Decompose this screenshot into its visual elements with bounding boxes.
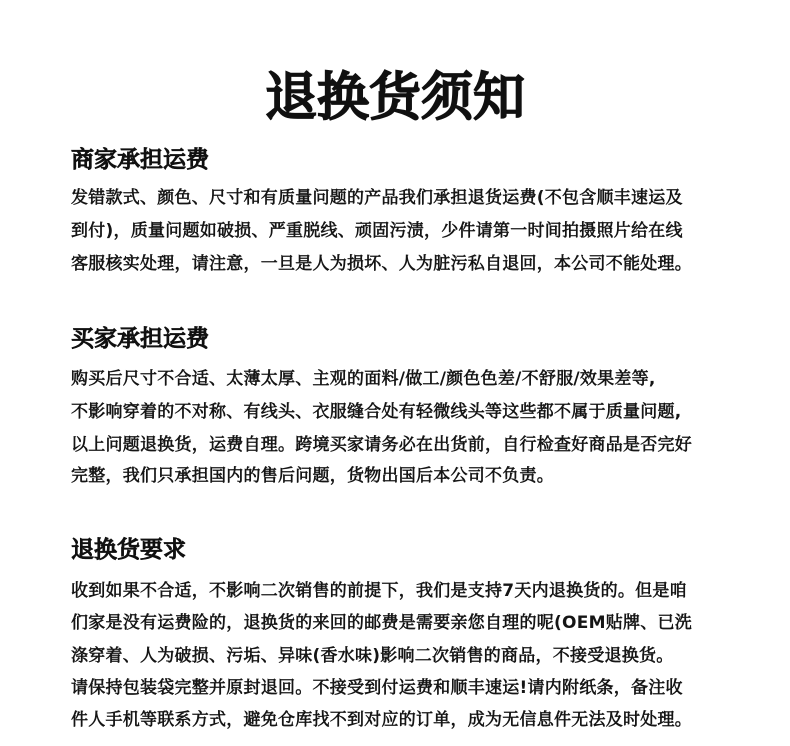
- paragraph-line: 发错款式、颜色、尺寸和有质量问题的产品我们承担退货运费(不包含顺丰速运及: [71, 188, 683, 208]
- page-title: 退换货须知: [264, 67, 525, 128]
- paragraph-line: 收到如果不合适，不影响二次销售的前提下，我们是支持7天内退换货的。但是咱: [71, 581, 687, 601]
- paragraph-line: 完整，我们只承担国内的售后问题，货物出国后本公司不负责。: [71, 466, 554, 486]
- paragraph-line: 涤穿着、人为破损、污垢、异味(香水味)影响二次销售的商品，不接受退换货。: [71, 646, 674, 666]
- section-seller-shipping: [71, 145, 721, 280]
- paragraph-line: 件人手机等联系方式，避免仓库找不到对应的订单，成为无信息件无法及时处理。: [71, 710, 692, 730]
- section-heading: 退换货要求: [71, 537, 186, 563]
- paragraph-line: 以上问题退换货，运费自理。跨境买家请务必在出货前，自行检查好商品是否完好: [71, 435, 692, 455]
- paragraph-line: 到付)，质量问题如破损、严重脱线、顽固污渍，少件请第一时间拍摄照片给在线: [71, 221, 683, 241]
- section-heading: 买家承担运费: [71, 326, 209, 352]
- paragraph-line: 客服核实处理，请注意，一旦是人为损坏、人为脏污私自退回，本公司不能处理。: [71, 254, 692, 274]
- paragraph-line: 不影响穿着的不对称、有线头、衣服缝合处有轻微线头等这些都不属于质量问题,: [71, 402, 682, 422]
- paragraph-line: 们家是没有运费险的，退换货的来回的邮费是需要亲您自理的呢(OEM贴牌、已洗: [71, 613, 692, 633]
- section-heading: 商家承担运费: [71, 147, 209, 173]
- paragraph-line: 购买后尺寸不合适、太薄太厚、主观的面料/做工/颜色色差/不舒服/效果差等,: [71, 369, 656, 389]
- section-return-requirements: [71, 535, 721, 740]
- paragraph-line: 请保持包装袋完整并原封退回。不接受到付运费和顺丰速运!请内附纸条，备注收: [71, 678, 683, 698]
- section-buyer-shipping: [71, 324, 721, 494]
